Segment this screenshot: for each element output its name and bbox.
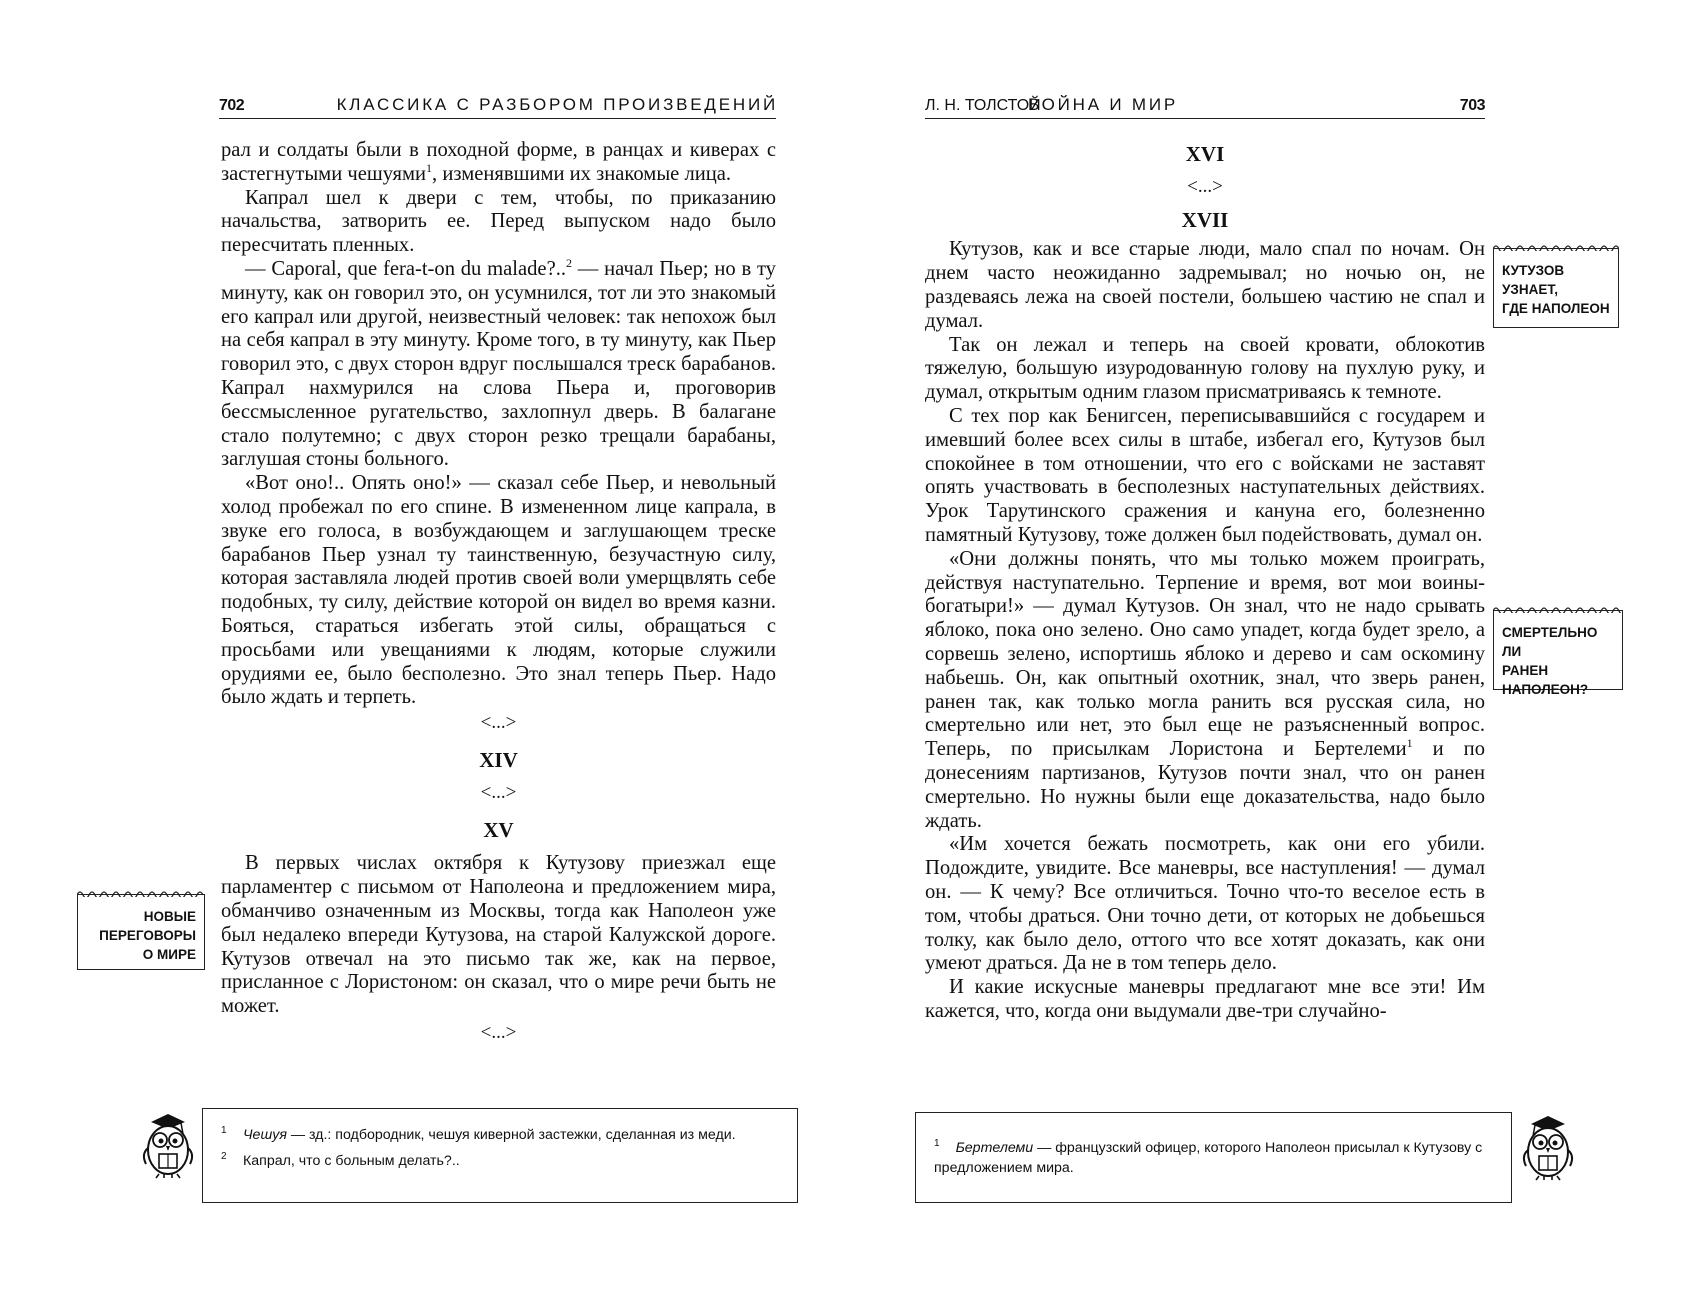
sidebar-note-new-peace-talks (77, 894, 205, 970)
omission-mark: <...> (480, 712, 517, 734)
sidebar-note-line: ПЕРЕГОВОРЫ (99, 928, 196, 943)
sidebar-note-line: О МИРЕ (142, 947, 196, 962)
author-name: Л. Н. ТОЛСТОЙ (925, 97, 1041, 114)
paragraph: Так он лежал и теперь на своей кровати, облокотив тяжелую, большую изуродованную голову на пухлую руку, и думал, открытым одним глазом присматриваясь к темноте. (925, 333, 1485, 404)
wavy-edge-icon (1493, 243, 1619, 251)
running-title-right: ВОЙНА И МИР (1028, 95, 1179, 114)
footnote: 1 Чешуя — зд.: подбородник, чешуя киверной застежки, сделанная из меди. (221, 1125, 736, 1143)
right-text-column (925, 139, 1485, 1024)
sidebar-note-kutuzov-learns (1493, 248, 1619, 328)
wavy-edge-icon (77, 889, 205, 897)
footnote-mark[interactable]: 2 (566, 255, 573, 270)
paragraph: «Им хочется бежать посмотреть, как они его убили. Подождите, увидите. Все маневры, все наступления! — думал он. — К чему? Все отличиться. Точно что-то веселое есть в том, чтобы драться. Они точно дети, от которых не добьешься толку, как было дело, оттого что все хотят доказать, как они умеют драться. Да не в том теперь дело. (925, 833, 1485, 975)
paragraph: Кутузов, как и все старые люди, мало спал по ночам. Он днем часто неожиданно задремывал; но ночью он, не раздеваясь лежа на своей постели, большею частию не спал и думал. (925, 238, 1485, 332)
footnotes-box-right (915, 1112, 1512, 1203)
omission-mark: <...> (480, 1021, 517, 1043)
paragraph: И какие искусные маневры предлагают мне все эти! Им кажется, что, когда они выдумали две-три случайно- (925, 976, 1485, 1022)
chapter-heading: XVI (1185, 142, 1225, 166)
sidebar-note-line: НАПОЛЕОН? (1502, 682, 1589, 697)
footnote-mark[interactable]: 1 (426, 160, 433, 175)
chapter-heading: XVII (1181, 207, 1229, 232)
running-head-right (925, 94, 1485, 119)
sidebar-note-line: КУТУЗОВ (1502, 263, 1565, 278)
chapter-heading: XV (483, 817, 514, 842)
running-title-left: КЛАССИКА С РАЗБОРОМ ПРОИЗВЕДЕНИЙ (336, 95, 778, 114)
sidebar-note-line: СМЕРТЕЛЬНО ЛИ (1502, 625, 1598, 659)
omission-mark: <...> (480, 781, 517, 803)
chapter-heading: XIV (479, 747, 518, 772)
paragraph: С тех пор как Бенигсен, переписывавшийся с государем и имевший более всех силы в штабе, избегал его, Кутузов был спокойнее в том отношении, что его с войсками не заставят опять участвовать в бесполезных наступательных действиях. Урок Тарутинского сражения и кануна его, болезненно памятный Кутузову, тоже должен был подействовать, думал он. (925, 404, 1485, 546)
right-page (845, 0, 1690, 1312)
footnotes-box-left (202, 1108, 798, 1203)
page-number-left: 702 (219, 97, 245, 114)
footnote-mark[interactable]: 1 (1406, 736, 1413, 751)
paragraph: «Вот оно!.. Опять оно!» — сказал себе Пьер, и невольный холод пробежал по его спине. В измененном лице капрала, в звуке его голоса, в возбуждающем и заглушающем треске барабанов Пьер узнал ту таинственную, безучастную силу, которая заставляла людей против своей воли умерщвлять себе подобных, ту силу, действие которой он видел во время казни. Бояться, стараться избегать этой силы, обращаться с просьбами или увещаниями к людям, которые служили орудиями ее, было бесполезно. Это знал теперь Пьер. Надо было ждать и терпеть. (221, 472, 776, 709)
paragraph: рал и солдаты были в походной форме, в ранцах и киверах с застегнутыми чешуями$^1$, изменявшими их знакомые лица. (221, 139, 776, 185)
owl-mascot-icon (1517, 1112, 1579, 1182)
owl-mascot-icon (137, 1110, 199, 1180)
footnote: $^1$ Бертелеми — французский офицер, которого Наполеон присылал к Кутузову с предложением мира. (934, 1138, 1483, 1176)
sidebar-note-line: НОВЫЕ (143, 909, 196, 924)
sidebar-note-line: ГДЕ НАПОЛЕОН (1502, 301, 1610, 316)
page-number-right: 703 (1459, 97, 1485, 114)
paragraph: Капрал шел к двери с тем, чтобы, по приказанию начальства, затворить ее. Перед выпуском надо было пересчитать пленных. (221, 186, 776, 257)
paragraph: — Caporal, que fera-t-on du malade?..$^2$ — начал Пьер; но в ту минуту, как он говорил это, он усумнился, тот ли это знакомый его капрал или другой, неизвестный человек: так непохож был на себя капрал в эту минуту. Кроме того, в ту минуту, как Пьер говорил это, с двух сторон вдруг послышался треск барабанов. Капрал нахмурился на слова Пьера и, проговорив бессмысленное ругательство, захлопнул дверь. В балагане стало полутемно; с двух сторон резко трещали барабаны, заглушая стоны больного. (221, 255, 776, 471)
paragraph: В первых числах октября к Кутузову приезжал еще парламентер с письмом от Наполеона и предложением мира, обманчиво означенным из Москвы, тогда как Наполеон уже был недалеко впереди Кутузова, на старой Калужской дороге. Кутузов отвечал на это письмо так же, как на первое, присланное с Лористоном: он сказал, что о мире речи быть не может. (221, 852, 776, 1018)
wavy-edge-icon (1493, 605, 1623, 613)
paragraph: «Они должны понять, что мы только можем проиграть, действуя наступательно. Терпение и время, вот мои воины-богатыри!» — думал Кутузов. Он знал, что не надо срывать яблоко, пока оно зелено. Оно само упадет, когда будет зрело, а сорвешь зелено, испортишь яблоко и дерево и сам оскомину набьешь. Он, как опытный охотник, знал, что зверь ранен, ранен так, как только могла ранить вся русская сила, но смертельно или нет, это был еще не разъясненный вопрос. Теперь, по присылкам Лористона и Бертелеми$^1$ и по донесениям партизанов, Кутузов почти знал, что он ранен смертельно. Но нужны были еще доказательства, надо было ждать. (925, 547, 1485, 832)
sidebar-note-is-napoleon-mortally-wounded (1493, 610, 1623, 697)
sidebar-note-line: РАНЕН (1502, 663, 1549, 678)
sidebar-note-line: УЗНАЕТ, (1502, 282, 1559, 297)
running-head-left (219, 94, 776, 119)
left-text-column (221, 139, 776, 1046)
omission-mark: <...> (1187, 175, 1223, 197)
footnote: 2 Капрал, что с больным делать?.. (221, 1151, 460, 1169)
